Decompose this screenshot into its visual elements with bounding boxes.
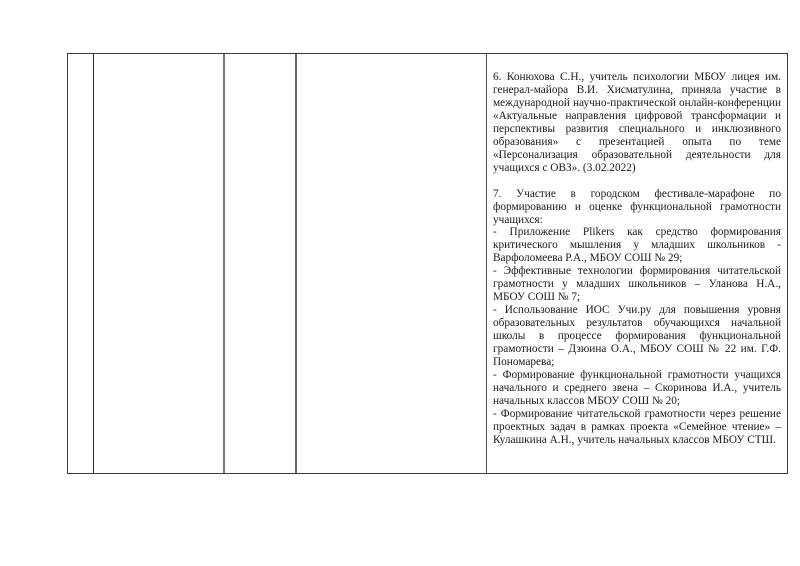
item-7-intro: 7. Участие в городском фестивале-марафоне по формированию и оценке функциональной грамотности учащихся:: [493, 187, 781, 226]
paragraph-gap: [493, 175, 781, 188]
table-cell-3: [225, 54, 297, 473]
item-7-entry: - Эффективные технологии формирования читательской грамотности у младших школьников – Уланова Н.А., МБОУ СОШ № 7;: [493, 265, 781, 304]
table-cell-results: [487, 54, 787, 473]
document-table: [67, 53, 788, 474]
table-cell-2: [94, 54, 225, 473]
item-7-entry: - Формирование функциональной грамотности учащихся начального и среднего звена – Скоринова И.А., учитель начальных классов МБОУ СОШ № 20;: [493, 368, 781, 407]
item-7-entry: - Формирование читательской грамотности через решение проектных задач в рамках проекта «Семейное чтение» – Кулашкина А.Н., учитель начальных классов МБОУ СТШ.: [493, 407, 781, 446]
item-7-entry: - Использование ИОС Учи.ру для повышения уровня образовательных результатов обучающихся начальной школы в процессе формирования функциональной грамотности – Дзюина О.А., МБОУ СОШ № 22 им. Г.Ф. Пономарева;: [493, 304, 781, 369]
table-cell-number: [68, 54, 94, 473]
item-7-entry: - Приложение Plikers как средство формирования критического мышления у младших школьников - Варфоломеева Р.А., МБОУ СОШ № 29;: [493, 226, 781, 265]
table-cell-4: [297, 54, 487, 473]
item-6-paragraph: 6. Конюхова С.Н., учитель психологии МБОУ лицея им. генерал-майора В.И. Хисматулина, приняла участие в международной научно-практической онлайн-конференции «Актуальные направления цифровой трансформации и перспективы развития специального и инклюзивного образования» с презентацией опыта по теме «Персонализация образовательной деятельности для учащихся с ОВЗ». (3.02.2022): [493, 71, 781, 174]
